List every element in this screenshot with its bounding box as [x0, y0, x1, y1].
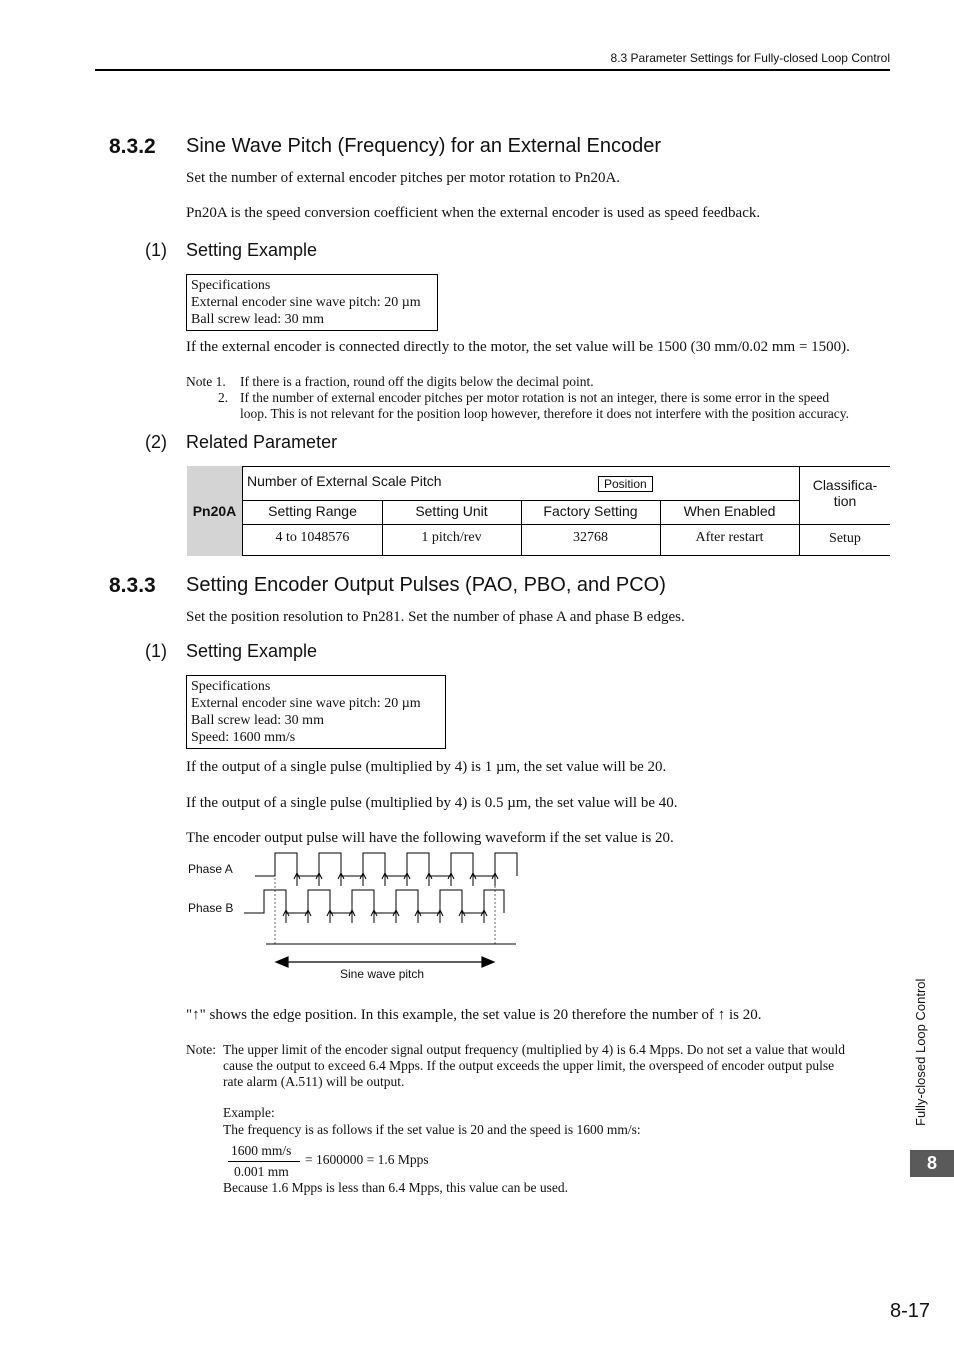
table-cell: 4 to 1048576: [275, 530, 350, 545]
note-text: rate alarm (A.511) will be output.: [223, 1074, 405, 1089]
classification-header: Classifica- tion: [812, 477, 878, 509]
phase-a-label: Phase A: [188, 862, 233, 876]
subsection-number: (1): [145, 240, 167, 260]
fraction-numerator: 1600 mm/s: [231, 1143, 292, 1158]
table-rule: [187, 466, 890, 467]
note-label: 2.: [218, 390, 229, 405]
page-number: 8-17: [890, 1300, 931, 1322]
table-rule: [187, 555, 890, 556]
phase-b-label: Phase B: [188, 901, 234, 915]
parameter-table: [187, 466, 890, 556]
section-number-8-3-2: 8.3.2: [109, 135, 156, 158]
classification-value: Setup: [829, 531, 861, 546]
phase-a-waveform: [255, 853, 517, 876]
note-text: If the number of external encoder pitches per motor rotation is not an integer, there is some error in the speed: [240, 390, 830, 405]
spec-line: Speed: 1600 mm/s: [191, 730, 296, 745]
subsection-title: Setting Example: [186, 641, 318, 661]
section-title-8-3-2: Sine Wave Pitch (Frequency) for an External Encoder: [186, 135, 662, 157]
example-label: Example:: [223, 1105, 275, 1120]
note-text: If there is a fraction, round off the digits below the decimal point.: [240, 374, 594, 389]
table-header: When Enabled: [683, 503, 776, 519]
header-rule: [95, 69, 890, 71]
spec-line: External encoder sine wave pitch: 20 µm: [191, 696, 421, 711]
paragraph: If the external encoder is connected directly to the motor, the set value will be 1500 (30 mm/0.02 mm = 1500).: [186, 339, 850, 355]
note-label: Note:: [186, 1042, 216, 1057]
subsection-title: Setting Example: [186, 240, 318, 260]
parameter-name: Number of External Scale Pitch: [247, 473, 442, 489]
table-header: Setting Unit: [415, 503, 488, 519]
table-cell: 32768: [573, 530, 608, 545]
table-cell: After restart: [695, 530, 764, 545]
subsection-title: Related Parameter: [186, 432, 338, 452]
position-tag: Position: [598, 476, 653, 492]
spec-line: Specifications: [191, 679, 271, 694]
paragraph: If the output of a single pulse (multiplied by 4) is 0.5 µm, the set value will be 40.: [186, 795, 678, 811]
note-text: The upper limit of the encoder signal output frequency (multiplied by 4) is 6.4 Mpps. Do not set a value that would: [223, 1042, 845, 1057]
side-tab-label: Fully-closed Loop Control: [913, 978, 928, 1126]
table-cell: 1 pitch/rev: [421, 530, 482, 545]
pulse-waveform-diagram: [240, 848, 530, 972]
paragraph: The encoder output pulse will have the following waveform if the set value is 20.: [186, 830, 674, 846]
specifications-box: [186, 274, 438, 331]
subsection-number: (2): [145, 432, 167, 452]
section-title-8-3-3: Setting Encoder Output Pulses (PAO, PBO, and PCO): [186, 574, 666, 596]
paragraph: Set the position resolution to Pn281. Set the number of phase A and phase B edges.: [186, 609, 685, 625]
spec-line: Ball screw lead: 30 mm: [191, 713, 324, 728]
phase-a-edge-arrows: [294, 873, 498, 886]
pitch-label: Sine wave pitch: [340, 967, 425, 981]
chapter-tab: 8: [910, 1150, 954, 1177]
paragraph: Set the number of external encoder pitches per motor rotation to Pn20A.: [186, 170, 621, 186]
table-rule: [243, 524, 890, 525]
example-text: The frequency is as follows if the set value is 20 and the speed is 1600 mm/s:: [223, 1122, 641, 1137]
note-label: Note 1.: [186, 374, 226, 389]
table-header: Factory Setting: [543, 503, 638, 519]
conclusion-text: Because 1.6 Mpps is less than 6.4 Mpps, this value can be used.: [223, 1180, 568, 1195]
spec-line: Ball screw lead: 30 mm: [191, 312, 324, 327]
specifications-box: [186, 675, 446, 749]
section-number-8-3-3: 8.3.3: [109, 574, 156, 597]
note-text: cause the output to exceed 6.4 Mpps. If the output exceeds the upper limit, the overspeed of encoder output pulse: [223, 1058, 835, 1073]
phase-b-edge-arrows: [283, 910, 487, 923]
table-header: Setting Range: [268, 503, 357, 519]
fraction-result: = 1600000 = 1.6 Mpps: [305, 1152, 429, 1167]
running-header: 8.3 Parameter Settings for Fully-closed Loop Control: [610, 51, 890, 65]
paragraph: "↑" shows the edge position. In this example, the set value is 20 therefore the number of ↑ is 20.: [186, 1007, 762, 1023]
subsection-number: (1): [145, 641, 167, 661]
fraction-bar: [228, 1161, 300, 1162]
pitch-dimension-arrow: [276, 957, 494, 967]
spec-line: External encoder sine wave pitch: 20 µm: [191, 295, 421, 310]
spec-line: Specifications: [191, 278, 271, 293]
fraction-denominator: 0.001 mm: [234, 1164, 289, 1179]
note-text: loop. This is not relevant for the position loop however, therefore it does not interfere with the position accuracy.: [240, 406, 850, 421]
paragraph: Pn20A is the speed conversion coefficient when the external encoder is used as speed feedback.: [186, 205, 761, 221]
paragraph: If the output of a single pulse (multiplied by 4) is 1 µm, the set value will be 20.: [186, 759, 667, 775]
parameter-number-cell: Pn20A: [187, 466, 243, 556]
